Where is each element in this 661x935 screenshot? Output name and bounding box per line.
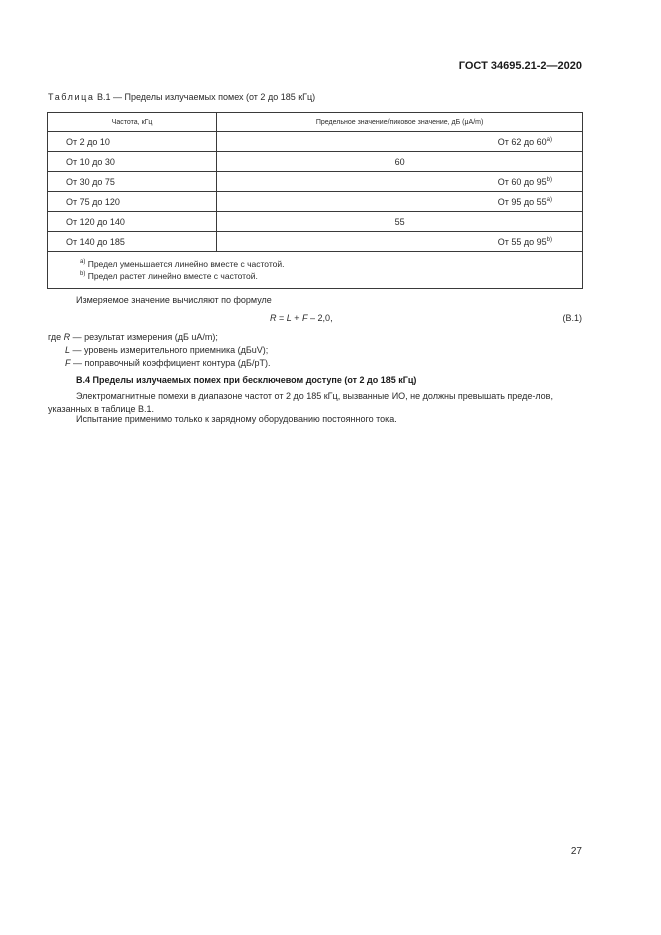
column-header-limit: Предельное значение/пиковое значение, дБ (μA/m) bbox=[217, 113, 583, 132]
table-row bbox=[48, 152, 583, 172]
table-footnotes-row bbox=[48, 252, 583, 289]
table-caption-text: В.1 — Пределы излучаемых помех (от 2 до 185 кГц) bbox=[94, 92, 316, 102]
limit-cell: От 95 до 55$^{a)}$ bbox=[217, 192, 583, 212]
limit-cell: От 60 до 95$^{b)}$ bbox=[217, 172, 583, 192]
page-number: 27 bbox=[570, 846, 582, 857]
frequency-cell: От 75 до 120 bbox=[48, 192, 217, 212]
limit-cell: 55 bbox=[217, 212, 583, 232]
document-id: ГОСТ 34695.21-2—2020 bbox=[458, 60, 582, 72]
limit-cell: 60 bbox=[217, 152, 583, 172]
section-paragraph-2: Испытание применимо только к зарядному оборудованию постоянного тока. bbox=[76, 414, 397, 424]
equation-number: (В.1) bbox=[562, 313, 582, 323]
definition-F: F — поправочный коэффициент контура (дБ/pT). bbox=[65, 358, 271, 368]
footnote-a: $^{a)}$ Предел уменьшается линейно вместе с частотой. bbox=[80, 259, 285, 269]
table-row bbox=[48, 232, 583, 252]
footnote-ref: b) bbox=[546, 236, 552, 243]
section-paragraph-1: Электромагнитные помехи в диапазоне частот от 2 до 185 кГц, вызванные ИО, не должны превышать преде-лов, указанных в таблице В.1. bbox=[48, 391, 553, 414]
frequency-cell: От 140 до 185 bbox=[48, 232, 217, 252]
section-heading: В.4 Пределы излучаемых помех при бесключевом доступе (от 2 до 185 кГц) bbox=[76, 375, 417, 385]
footnote-b: $^{b)}$ Предел растет линейно вместе с частотой. bbox=[80, 271, 258, 281]
table-row bbox=[48, 172, 583, 192]
table-header-row bbox=[48, 113, 583, 132]
table-row bbox=[48, 132, 583, 152]
footnote-ref: a) bbox=[546, 136, 552, 143]
frequency-cell: От 120 до 140 bbox=[48, 212, 217, 232]
footnote-ref: a) bbox=[546, 196, 552, 203]
table-footnotes bbox=[48, 252, 583, 289]
frequency-cell: От 10 до 30 bbox=[48, 152, 217, 172]
limit-cell: От 55 до 95$^{b)}$ bbox=[217, 232, 583, 252]
table-row bbox=[48, 192, 583, 212]
definition-L: L — уровень измерительного приемника (дБuV); bbox=[65, 345, 269, 355]
definition-R: где R — результат измерения (дБ uA/m); bbox=[48, 332, 218, 342]
column-header-frequency: Частота, кГц bbox=[48, 113, 217, 132]
frequency-cell: От 2 до 10 bbox=[48, 132, 217, 152]
limits-table bbox=[47, 112, 583, 289]
formula: R = L + F – 2,0, bbox=[270, 313, 333, 323]
frequency-cell: От 30 до 75 bbox=[48, 172, 217, 192]
variable-definitions bbox=[48, 331, 270, 370]
footnote-ref: b) bbox=[546, 176, 552, 183]
formula-intro: Измеряемое значение вычисляют по формуле bbox=[76, 295, 272, 305]
limit-cell: От 62 до 60$^{a)}$ bbox=[217, 132, 583, 152]
table-caption bbox=[48, 92, 315, 102]
table-row bbox=[48, 212, 583, 232]
table-caption-word: Таблица bbox=[48, 92, 95, 102]
